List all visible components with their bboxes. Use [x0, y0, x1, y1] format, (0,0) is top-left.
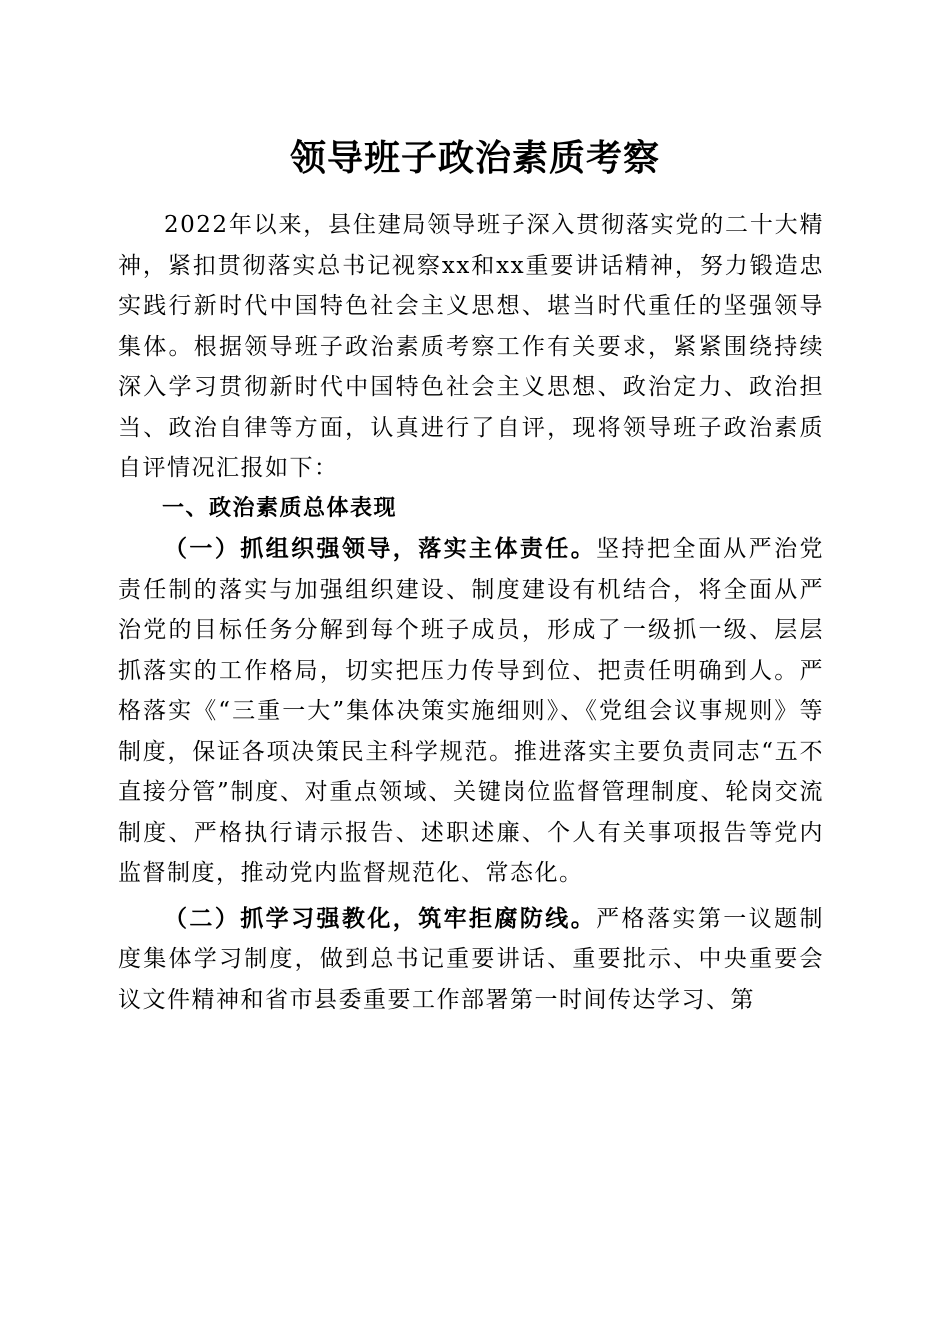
document-title: 领导班子政治素质考察: [289, 137, 660, 179]
intro-paragraph: 2022年以来，县住建局领导班子深入贯彻落实党的二十大精神，紧扣贯彻落实总书记视察xx和xx重要讲话精神，努力锻造忠实践行新时代中国特色社会主义思想、堪当时代重任的坚强领导集体。根据领导班子政治素质考察工作有关要求，紧紧围绕持续深入学习贯彻新时代中国特色社会主义思想、政治定力、政治担当、政治自律等方面，认真进行了自评，现将领导班子政治素质自评情况汇报如下：: [118, 212, 824, 481]
item-1-paragraph: [118, 529, 824, 894]
item-1-body: 坚持把全面从严治党责任制的落实与加强组织建设、制度建设有机结合，将全面从严治党的目标任务分解到每个班子成员，形成了一级抓一级、层层抓落实的工作格局，切实把压力传导到位、把责任明确到人。严格落实《“三重一大”集体决策实施细则》、《党组会议事规则》等制度，保证各项决策民主科学规范。推进落实主要负责同志“五不直接分管”制度、对重点领域、关键岗位监督管理制度、轮岗交流制度、严格执行请示报告、述职述廉、个人有关事项报告等党内监督制度，推动党内监督规范化、常态化。: [118, 536, 825, 886]
item-1-lead: （一）抓组织强领导，落实主体责任。: [164, 536, 597, 562]
item-2-lead: （二）抓学习强教化，筑牢拒腐防线。: [164, 905, 597, 932]
document-body: [118, 205, 824, 1020]
item-2-body: 严格落实第一议题制度集体学习制度，做到总书记重要讲话、重要批示、中央重要会议文件精神和省市县委重要工作部署第一时间传达学习、第: [118, 905, 825, 1013]
section-heading-1: 一、政治素质总体表现: [162, 495, 398, 521]
item-2-paragraph: [118, 899, 824, 1021]
